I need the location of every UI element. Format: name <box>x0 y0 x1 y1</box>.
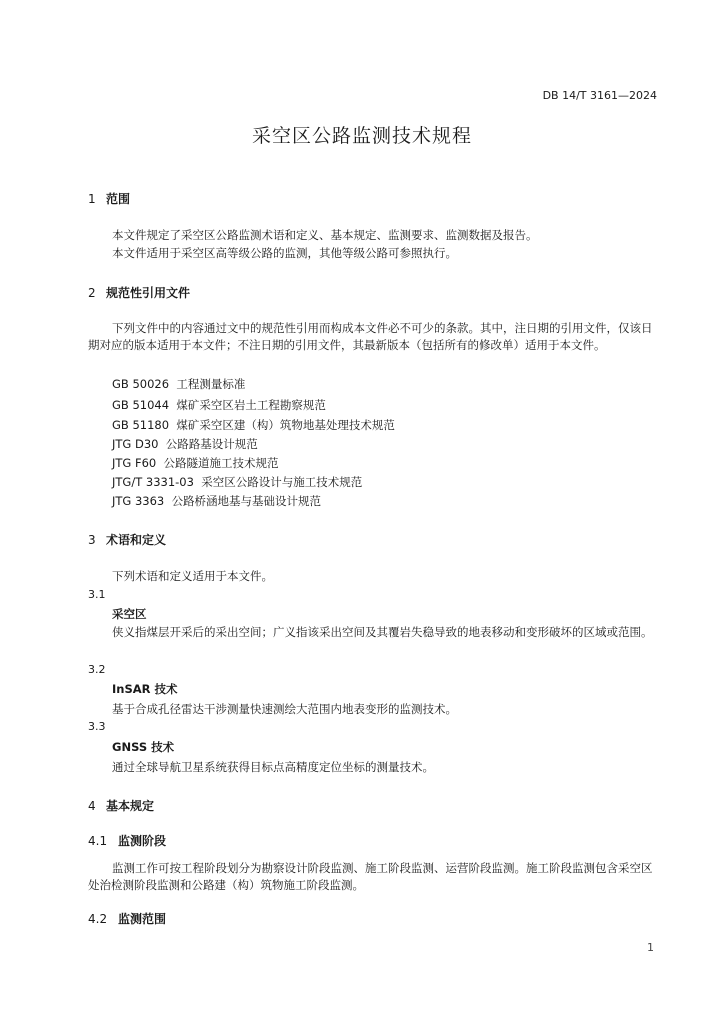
section-4-heading <box>88 797 154 814</box>
reference-title: 工程测量标准 <box>176 377 246 391</box>
term-definition: 基于合成孔径雷达干涉测量快速测绘大范围内地表变形的监测技术。 <box>112 702 457 716</box>
reference-title: 采空区公路设计与施工技术规范 <box>201 475 363 489</box>
paragraph-line: 下列术语和定义适用于本文件。 <box>112 569 273 583</box>
term-number: 3.2 <box>88 663 106 676</box>
reference-item <box>112 375 245 393</box>
reference-code: JTG F60 <box>112 456 157 470</box>
reference-title: 公路路基设计规范 <box>165 437 258 451</box>
section-1-heading <box>88 190 130 207</box>
section-title: 规范性引用文件 <box>106 286 191 300</box>
reference-title: 公路隧道施工技术规范 <box>163 456 279 470</box>
reference-item <box>112 435 258 453</box>
term-name: InSAR 技术 <box>112 682 178 696</box>
subsection-4-2-heading <box>88 910 166 927</box>
section-number: 1 <box>88 192 96 206</box>
reference-code: GB 51044 <box>112 398 170 412</box>
document-title: 采空区公路监测技术规程 <box>251 125 472 147</box>
standard-number: DB 14/T 3161—2024 <box>542 89 657 102</box>
section-number: 2 <box>88 286 96 300</box>
term-name: 采空区 <box>112 607 147 621</box>
term-name: GNSS 技术 <box>112 740 175 754</box>
subsection-title: 监测范围 <box>118 912 167 926</box>
section-3-heading <box>88 531 166 548</box>
term-definition: 通过全球导航卫星系统获得目标点高精度定位坐标的测量技术。 <box>112 760 434 774</box>
term-number: 3.1 <box>88 588 106 601</box>
reference-item <box>112 416 395 434</box>
section-number: 3 <box>88 533 96 547</box>
reference-code: JTG 3363 <box>112 494 165 508</box>
subsection-number: 4.1 <box>88 834 108 848</box>
reference-item <box>112 492 321 510</box>
reference-title: 公路桥涵地基与基础设计规范 <box>171 494 322 508</box>
paragraph: 监测工作可按工程阶段划分为勘察设计阶段监测、施工阶段监测、运营阶段监测。施工阶段监测包含采空区处治检测阶段监测和公路建（构）筑物施工阶段监测。 <box>88 861 653 892</box>
page-number: 1 <box>647 941 654 954</box>
paragraph: 下列文件中的内容通过文中的规范性引用而构成本文件必不可少的条款。其中，注日期的引用文件，仅该日期对应的版本适用于本文件；不注日期的引用文件，其最新版本（包括所有的修改单）适用于本文件。 <box>88 321 653 352</box>
reference-code: JTG/T 3331-03 <box>112 475 194 489</box>
term-number: 3.3 <box>88 720 106 733</box>
section-number: 4 <box>88 799 96 813</box>
section-title: 范围 <box>106 192 131 206</box>
reference-item <box>112 454 279 472</box>
term-definition: 侠义指煤层开采后的采出空间；广义指该采出空间及其覆岩失稳导致的地表移动和变形破坏的区域或范围。 <box>112 625 653 639</box>
subsection-number: 4.2 <box>88 912 108 926</box>
reference-item <box>112 396 326 414</box>
reference-title: 煤矿采空区建（构）筑物地基处理技术规范 <box>176 418 395 432</box>
section-title: 基本规定 <box>106 799 155 813</box>
paragraph-line: 本文件规定了采空区公路监测术语和定义、基本规定、监测要求、监测数据及报告。 <box>112 228 538 242</box>
reference-code: GB 50026 <box>112 377 170 391</box>
reference-code: JTG D30 <box>112 437 159 451</box>
section-2-heading <box>88 284 190 301</box>
subsection-title: 监测阶段 <box>118 834 167 848</box>
reference-code: GB 51180 <box>112 418 170 432</box>
paragraph-line: 本文件适用于采空区高等级公路的监测，其他等级公路可参照执行。 <box>112 246 457 260</box>
reference-title: 煤矿采空区岩土工程勘察规范 <box>176 398 326 412</box>
subsection-4-1-heading <box>88 832 166 849</box>
reference-item <box>112 473 362 491</box>
section-title: 术语和定义 <box>106 533 167 547</box>
